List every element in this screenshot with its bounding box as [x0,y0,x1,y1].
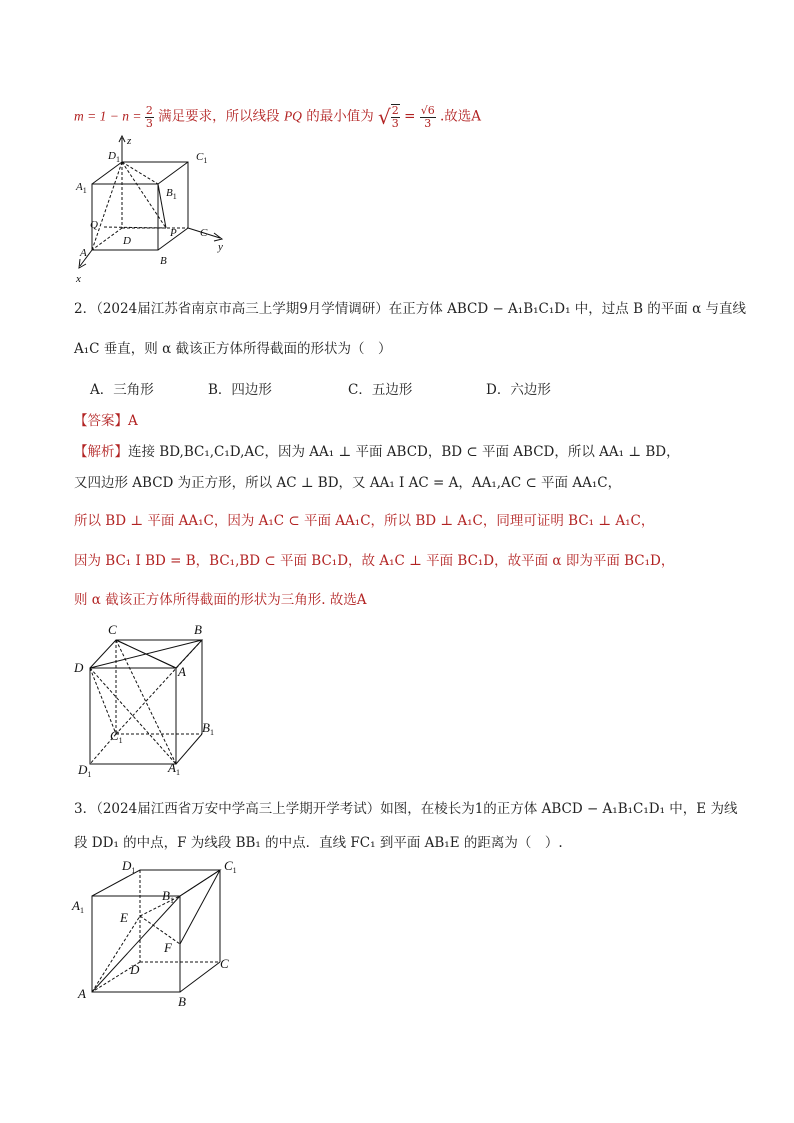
analysis-label: 【解析】 [74,444,128,460]
label-d1: $D_1$ [122,858,136,875]
analysis-line-4: 因为 BC₁ I BD = B，BC₁,BD ⊂ 平面 BC₁D，故 A₁C ⊥ 平面 BC₁D，故平面 α 即为平面 BC₁D， [74,553,675,569]
label-q: Q [90,219,98,231]
equation-lhs: m = 1 − n = [74,108,145,124]
answer-label: 【答案】A [74,413,138,429]
cube-figure-3 [70,858,250,1008]
option-b: B．四边形 [208,382,272,398]
sqrt-symbol-icon: √ [378,105,391,129]
analysis-line-3: 所以 BD ⊥ 平面 AA₁C，因为 A₁C ⊂ 平面 AA₁C，所以 BD ⊥ A₁C，同理可证明 BC₁ ⊥ A₁C， [74,513,655,529]
label-a: A [178,664,186,679]
label-b1: $B_1$ [202,720,214,737]
label-d: D [130,962,140,977]
label-c1: $C_1$ [196,151,208,165]
label-a1: $A_1$ [76,181,87,195]
text-satisfy: 满足要求，所以线段 [158,108,280,125]
label-b1: $B_1$ [162,888,174,905]
label-x: x [76,273,81,285]
cube-figure-1 [70,132,240,290]
label-a: A [80,247,87,259]
label-b1: $B_1$ [166,187,177,201]
analysis-line-5: 则 α 截该正方体所得截面的形状为三角形. 故选A [74,592,367,608]
label-c: C [108,622,117,637]
label-b: B [160,255,167,267]
option-a: A．三角形 [90,382,154,398]
label-d1: $D_1$ [108,150,120,164]
label-y: y [218,241,223,253]
analysis-line-1: 【解析】连接 BD,BC₁,C₁D,AC，因为 AA₁ ⊥ 平面 ABCD，BD ⊂ 平面 ABCD，所以 AA₁ ⊥ BD， [74,444,680,460]
analysis-line-2: 又四边形 ABCD 为正方形，所以 AC ⊥ BD，又 AA₁ I AC = A，AA₁,AC ⊂ 平面 AA₁C， [74,475,622,491]
label-c: C [220,956,229,971]
label-c1: $C_1$ [224,858,237,875]
label-c: C [200,227,208,239]
label-f: F [164,940,172,955]
label-d: D [123,235,131,247]
result-fraction: $\frac{√6}{3}$ [420,103,435,130]
solution-tail-line [74,104,481,130]
label-d: D [74,660,84,675]
label-d1: $D_1$ [78,762,92,779]
label-a: A [78,986,86,1001]
label-z: z [127,135,132,147]
q3-line-2: 段 DD₁ 的中点，F 为线段 BB₁ 的中点．直线 FC₁ 到平面 AB₁E 的距离为（ ）. [74,835,563,851]
label-a1: $A_1$ [168,760,180,777]
q3-line-1: 3．（2024届江西省万安中学高三上学期开学考试）如图，在棱长为1的正方体 ABCD − A₁B₁C₁D₁ 中，E 为线 [74,801,738,817]
choose-a-text: .故选A [440,108,482,125]
segment-pq: PQ [283,108,302,124]
fraction-two-thirds: $\frac{2}{3}$ [145,103,153,130]
sqrt-fraction: $\frac{2}{3}$ [391,104,399,130]
option-c: C．五边形 [348,382,413,398]
label-c1: $C_1$ [110,728,123,745]
q2-line-1: 2．（2024届江苏省南京市高三上学期9月学情调研）在正方体 ABCD − A₁B₁C₁D₁ 中，过点 B 的平面 α 与直线 [74,301,747,317]
label-b: B [178,994,186,1008]
label-b: B [194,622,202,637]
label-p: P [170,227,177,239]
label-a1: $A_1$ [72,898,84,915]
q2-line-2: A₁C 垂直，则 α 截该正方体所得截面的形状为（ ） [74,341,392,357]
option-d: D．六边形 [486,382,551,398]
equals-sign: = [404,108,416,125]
text-min-value: 的最小值为 [306,108,374,125]
label-e: E [120,910,128,925]
cube-figure-2 [70,620,230,780]
